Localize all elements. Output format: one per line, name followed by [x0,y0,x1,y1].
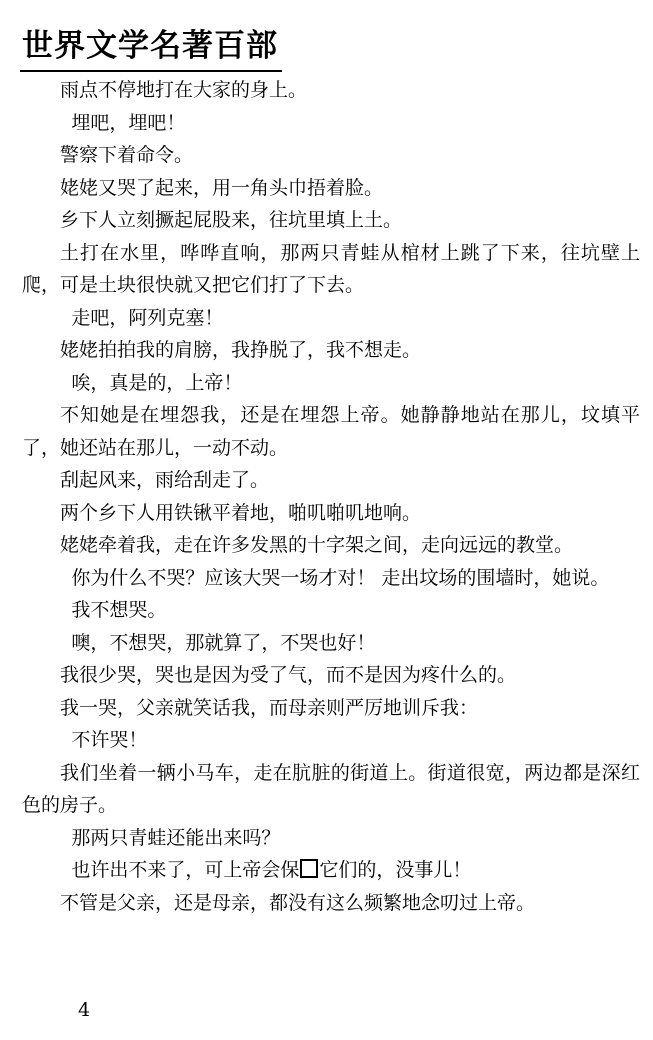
paragraph-text-end: 它们的，没事儿！ [319,859,472,881]
dialogue-paragraph: 埋吧，埋吧！ [71,111,186,134]
header-rule [20,70,282,72]
paragraph: 我一哭，父亲就笑话我，而母亲则严厉地训斥我： [60,696,479,719]
dialogue-paragraph: 那两只青蛙还能出来吗？ [71,826,281,849]
page-body [22,74,640,919]
paragraph: 两个乡下人用铁锹平着地，啪叽啪叽地响。 [60,501,422,524]
paragraph: 雨点不停地打在大家的身上。 [60,79,308,101]
paragraph: 不管是父亲，还是母亲，都没有这么频繁地念叨过上帝。 [60,891,536,914]
paragraph: 刮起风来，雨给刮走了。 [60,469,270,491]
paragraph-text-start: 也许出不来了，可上帝会保 [71,859,300,881]
dialogue-paragraph: 我不想哭。 [71,599,167,621]
series-title: 世界文学名著百部 [22,28,278,64]
paragraph: 姥姥牵着我，走在许多发黑的十字架之间，走向远远的教堂。 [60,534,574,556]
paragraph: 姥姥拍拍我的肩膀，我挣脱了，我不想走。 [60,339,422,361]
paragraph: 不知她是在埋怨我，还是在埋怨上帝。她静静地站在那儿，坟填平了，她还站在那儿，一动不动。 [22,404,640,459]
dialogue-paragraph: 唉，真是的，上帝！ [71,371,243,394]
paragraph: 警察下着命令。 [60,144,194,166]
dialogue-paragraph: 你为什么不哭？应该大哭一场才对！ 走出坟场的围墙时，她说。 [71,566,610,589]
missing-character-box [300,859,318,878]
dialogue-paragraph: 走吧，阿列克塞！ [71,306,224,329]
paragraph: 姥姥又哭了起来，用一角头巾捂着脸。 [60,176,384,199]
dialogue-paragraph: 不许哭！ [71,729,148,751]
dialogue-paragraph [22,854,640,887]
dialogue-paragraph: 噢，不想哭，那就算了，不哭也好！ [71,631,376,654]
paragraph: 乡下人立刻撅起屁股来，往坑里填上土。 [60,209,403,231]
paragraph: 土打在水里，哗哗直响，那两只青蛙从棺材上跳了下来，往坑壁上爬，可是土块很快就又把它们打了下去。 [22,241,640,296]
page-number: 4 [78,999,91,1021]
paragraph: 我很少哭，哭也是因为受了气，而不是因为疼什么的。 [60,664,517,686]
paragraph: 我们坐着一辆小马车，走在肮脏的街道上。街道很宽，两边都是深红色的房子。 [22,761,640,816]
